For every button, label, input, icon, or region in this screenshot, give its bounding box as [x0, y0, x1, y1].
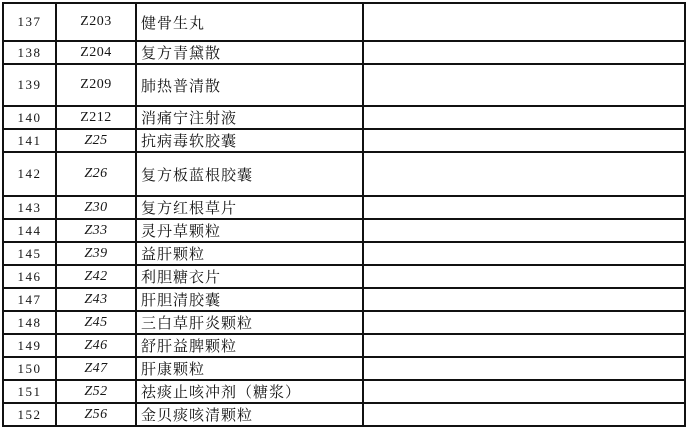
remark-cell	[363, 3, 685, 41]
drug-name-cell: 复方青黛散	[136, 41, 363, 64]
remark-cell	[363, 288, 685, 311]
code-cell: Z33	[56, 219, 136, 242]
row-number-cell: 138	[3, 41, 56, 64]
drug-name-cell: 祛痰止咳冲剂（糖浆）	[136, 380, 363, 403]
row-number-cell: 151	[3, 380, 56, 403]
table-row	[3, 334, 685, 357]
remark-cell	[363, 41, 685, 64]
drug-name-cell: 利胆糖衣片	[136, 265, 363, 288]
code-cell: Z25	[56, 129, 136, 152]
drug-name-cell: 益肝颗粒	[136, 242, 363, 265]
drug-name-cell: 健骨生丸	[136, 3, 363, 41]
code-cell: Z43	[56, 288, 136, 311]
drug-name-cell: 复方红根草片	[136, 196, 363, 219]
table-row	[3, 311, 685, 334]
remark-cell	[363, 219, 685, 242]
row-number-cell: 142	[3, 152, 56, 196]
remark-cell	[363, 265, 685, 288]
code-cell: Z203	[56, 3, 136, 41]
table-row	[3, 357, 685, 380]
table-row	[3, 41, 685, 64]
remark-cell	[363, 196, 685, 219]
code-cell: Z30	[56, 196, 136, 219]
code-cell: Z42	[56, 265, 136, 288]
drug-code-table	[2, 2, 686, 427]
table-row	[3, 196, 685, 219]
table-row	[3, 106, 685, 129]
table-row	[3, 288, 685, 311]
remark-cell	[363, 311, 685, 334]
remark-cell	[363, 334, 685, 357]
remark-cell	[363, 357, 685, 380]
row-number-cell: 140	[3, 106, 56, 129]
code-cell: Z46	[56, 334, 136, 357]
drug-name-cell: 金贝痰咳清颗粒	[136, 403, 363, 426]
code-cell: Z47	[56, 357, 136, 380]
code-cell: Z212	[56, 106, 136, 129]
table-row	[3, 242, 685, 265]
table-row	[3, 265, 685, 288]
drug-name-cell: 抗病毒软胶囊	[136, 129, 363, 152]
remark-cell	[363, 106, 685, 129]
drug-name-cell: 三白草肝炎颗粒	[136, 311, 363, 334]
row-number-cell: 150	[3, 357, 56, 380]
drug-name-cell: 肝康颗粒	[136, 357, 363, 380]
table-row	[3, 219, 685, 242]
code-cell: Z26	[56, 152, 136, 196]
remark-cell	[363, 152, 685, 196]
code-cell: Z209	[56, 64, 136, 106]
row-number-cell: 152	[3, 403, 56, 426]
drug-name-cell: 灵丹草颗粒	[136, 219, 363, 242]
row-number-cell: 137	[3, 3, 56, 41]
row-number-cell: 143	[3, 196, 56, 219]
drug-name-cell: 复方板蓝根胶囊	[136, 152, 363, 196]
row-number-cell: 141	[3, 129, 56, 152]
remark-cell	[363, 242, 685, 265]
table-row	[3, 152, 685, 196]
row-number-cell: 145	[3, 242, 56, 265]
table-row	[3, 129, 685, 152]
drug-name-cell: 肝胆清胶囊	[136, 288, 363, 311]
row-number-cell: 144	[3, 219, 56, 242]
drug-name-cell: 舒肝益脾颗粒	[136, 334, 363, 357]
remark-cell	[363, 129, 685, 152]
code-cell: Z52	[56, 380, 136, 403]
code-cell: Z39	[56, 242, 136, 265]
code-cell: Z45	[56, 311, 136, 334]
remark-cell	[363, 403, 685, 426]
code-cell: Z56	[56, 403, 136, 426]
table-row	[3, 403, 685, 426]
table-row	[3, 64, 685, 106]
drug-name-cell: 肺热普清散	[136, 64, 363, 106]
code-cell: Z204	[56, 41, 136, 64]
row-number-cell: 148	[3, 311, 56, 334]
drug-name-cell: 消痛宁注射液	[136, 106, 363, 129]
remark-cell	[363, 64, 685, 106]
table-row	[3, 3, 685, 41]
row-number-cell: 147	[3, 288, 56, 311]
row-number-cell: 149	[3, 334, 56, 357]
row-number-cell: 139	[3, 64, 56, 106]
row-number-cell: 146	[3, 265, 56, 288]
